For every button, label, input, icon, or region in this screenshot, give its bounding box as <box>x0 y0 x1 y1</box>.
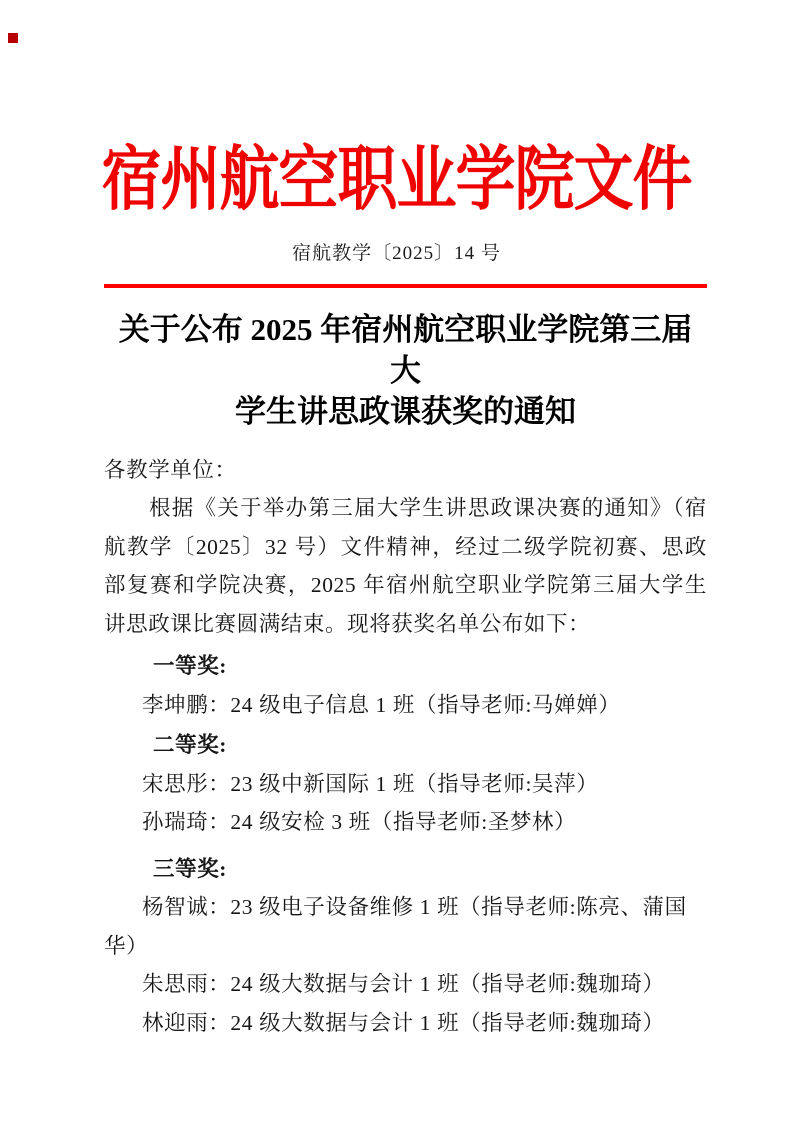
document-content <box>104 284 707 1042</box>
award-label-second-prize: 二等奖: <box>153 733 228 757</box>
award-winner-row: 杨智诚：23 级电子设备维修 1 班（指导老师:陈亮、蒲国华） <box>104 895 687 958</box>
body-paragraph: 根据《关于举办第三届大学生讲思政课决赛的通知》（宿航教学〔2025〕32 号）文件精神，经过二级学院初赛、思政部复赛和学院决赛，2025 年宿州航空职业学院第三届大学生讲思政课比赛圆满结束。现将获奖名单公布如下： <box>104 496 707 636</box>
notice-title <box>104 309 707 432</box>
document-number: 宿航教学〔2025〕14 号 <box>292 243 501 264</box>
award-winner-row: 宋思彤：23 级中新国际 1 班（指导老师:吴萍） <box>142 771 599 796</box>
org-header-title: 宿州航空职业学院文件 <box>101 141 692 219</box>
award-label-third-prize: 三等奖: <box>153 856 228 881</box>
notice-body <box>104 451 707 1043</box>
corner-mark <box>8 33 18 43</box>
header-divider-rule <box>104 284 707 288</box>
notice-title-line1: 关于公布 2025 年宿州航空职业学院第三届大 <box>118 311 693 388</box>
award-winner-row: 孙瑞琦：24 级安检 3 班（指导老师:圣梦林） <box>142 810 577 834</box>
award-winner-row: 李坤鹏：24 级电子信息 1 班（指导老师:马婵婵） <box>142 692 621 717</box>
salutation: 各教学单位： <box>104 457 237 482</box>
award-label-first-prize: 一等奖: <box>153 654 228 678</box>
notice-title-line2: 学生讲思政课获奖的通知 <box>235 393 576 429</box>
award-winner-row: 林迎雨：24 级大数据与会计 1 班（指导老师:魏珈琦） <box>142 1010 665 1035</box>
award-winner-row: 朱思雨：24 级大数据与会计 1 班（指导老师:魏珈琦） <box>142 972 665 996</box>
